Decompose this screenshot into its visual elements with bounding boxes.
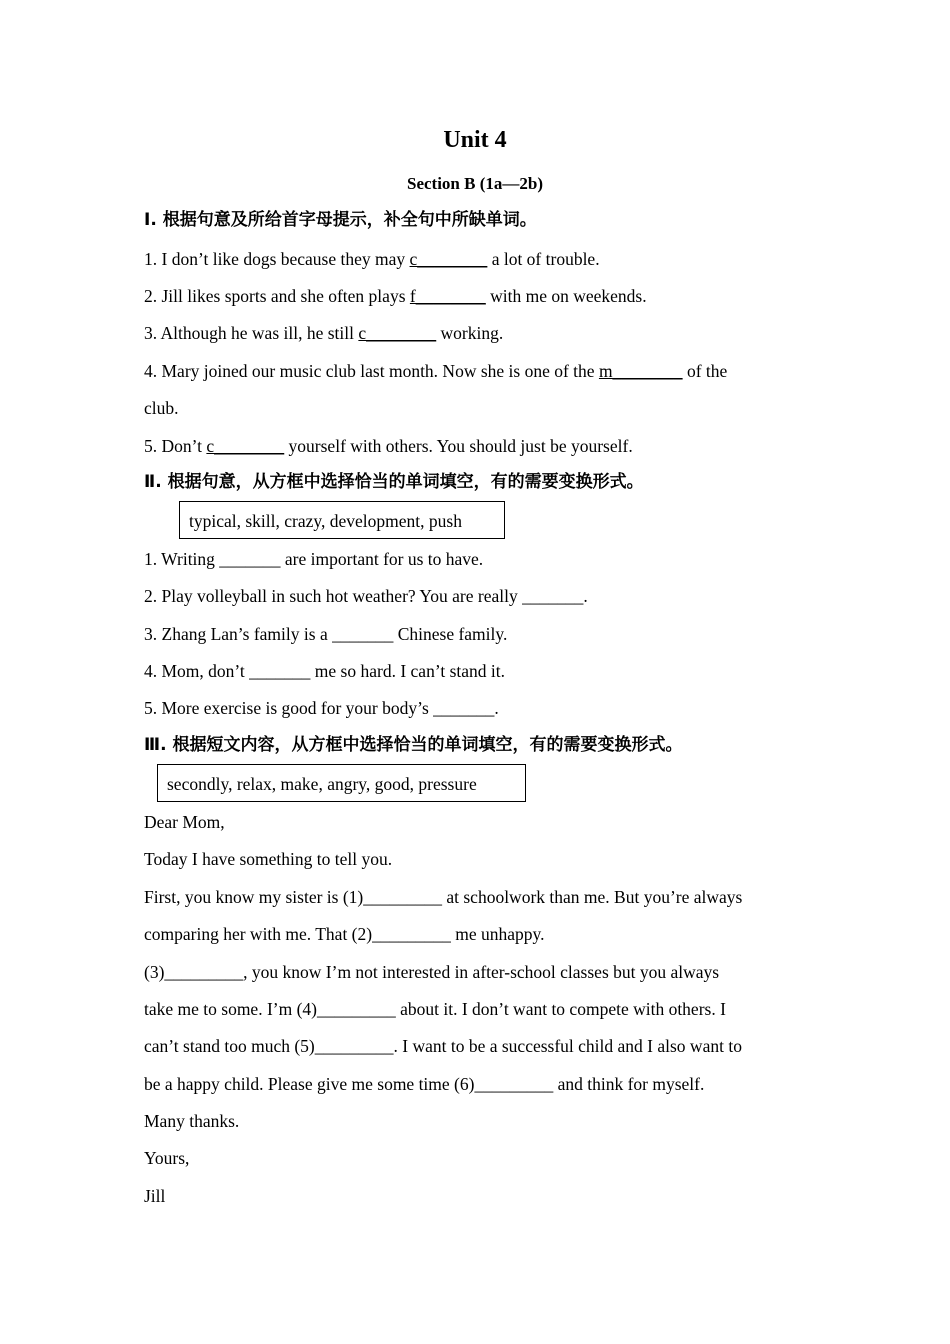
part2-item: 3. Zhang Lan’s family is a _______ Chinese family. [144,624,508,644]
part1-heading: Ⅰ. 根据句意及所给首字母提示，补全句中所缺单词。 [144,210,537,230]
letter-line: (3)_________, you know I’m not interested in after-school classes but you always [144,962,720,982]
item-text: working. [436,323,504,343]
item-blank: m________ [598,361,683,381]
letter-greeting: Dear Mom, [144,812,225,832]
part1-item [144,434,633,458]
item-blank: c________ [409,249,488,269]
letter-line: Today I have something to tell you. [144,849,393,869]
part1-item [144,321,503,345]
section-subtitle: Section B (1a—2b) [407,174,543,193]
part2-heading: Ⅱ. 根据句意，从方框中选择恰当的单词填空，有的需要变换形式。 [144,472,644,492]
item-text: of the [682,361,728,381]
item-text: club. [144,398,179,418]
item-text: 3. Although he was ill, he still [144,323,359,343]
letter-line: be a happy child. Please give me some time (6)_________ and think for myself. [144,1074,705,1094]
item-text: yourself with others. You should just be yourself. [284,436,633,456]
item-text: 4. Mary joined our music club last month. Now she is one of the [144,361,599,381]
item-text: 5. Don’t [144,436,207,456]
part3-word-box: secondly, relax, make, angry, good, pressure [157,764,526,802]
item-text: a lot of trouble. [487,249,600,269]
page-title: Unit 4 [443,127,507,153]
item-text: 2. Jill likes sports and she often plays [144,286,410,306]
part2-item: 4. Mom, don’t _______ me so hard. I can’t stand it. [144,661,505,681]
part2-item: 1. Writing _______ are important for us to have. [144,549,484,569]
part2-word-box: typical, skill, crazy, development, push [179,501,505,539]
letter-line: take me to some. I’m (4)_________ about it. I don’t want to compete with others. I [144,999,726,1019]
letter-closing: Many thanks. [144,1111,240,1131]
item-blank: c________ [358,323,437,343]
letter-line: can’t stand too much (5)_________. I want to be a successful child and I also want to [144,1036,742,1056]
part1-item [144,359,727,383]
item-text: with me on weekends. [485,286,647,306]
part2-item: 5. More exercise is good for your body’s _______. [144,698,499,718]
letter-line: comparing her with me. That (2)_________ me unhappy. [144,924,545,944]
letter-signoff: Yours, [144,1148,190,1168]
item-blank: c________ [206,436,285,456]
letter-signature: Jill [144,1186,166,1206]
part1-item [144,284,647,308]
part1-item-continued [144,396,179,420]
part1-item [144,247,600,271]
item-blank: f________ [409,286,486,306]
part2-item: 2. Play volleyball in such hot weather? You are really _______. [144,586,588,606]
item-text: 1. I don’t like dogs because they may [144,249,410,269]
part3-heading: Ⅲ. 根据短文内容，从方框中选择恰当的单词填空，有的需要变换形式。 [144,735,683,755]
letter-line: First, you know my sister is (1)_________ at schoolwork than me. But you’re always [144,887,743,907]
